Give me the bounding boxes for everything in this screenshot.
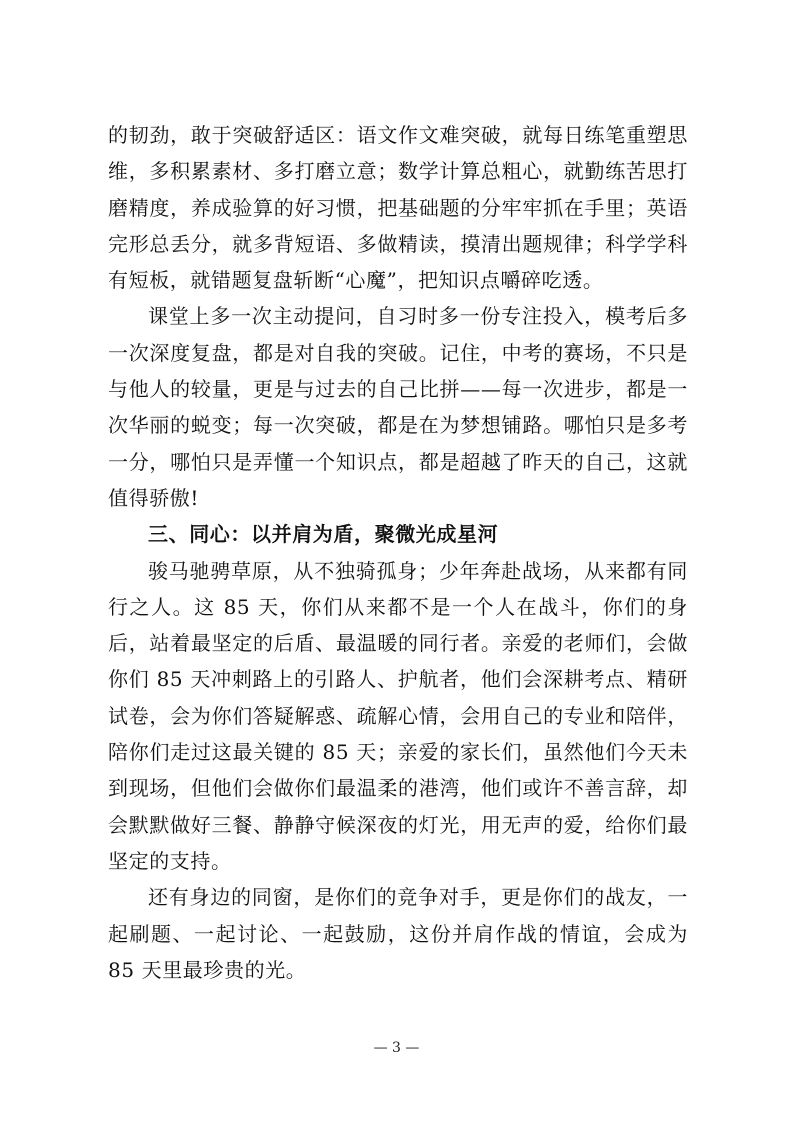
paragraph-continuation: 的韧劲，敢于突破舒适区：语文作文难突破，就每日练笔重塑思维，多积累素材、多打磨立意；数学计算总粗心，就勤练苦思打磨精度，养成验算的好习惯，把基础题的分牢牢抓在手里；英语完形总丢分，就多背短语、多做精读，摸清出题规律；科学学科有短板，就错题复盘斩断“心魔”，把知识点嚼碎吃透。: [108, 123, 688, 293]
page-number: — 3 —: [373, 1040, 420, 1056]
paragraph-self-breakthrough: 课堂上多一次主动提问，自习时多一份专注投入，模考后多一次深度复盘，都是对自我的突破。记住，中考的赛场，不只是与他人的较量，更是与过去的自己比拼——每一次进步，都是一次华丽的蜕变；每一次突破，都是在为梦想铺路。哪怕只是多考一分，哪怕只是弄懂一个知识点，都是超越了昨天的自己，这就值得骄傲!: [108, 304, 688, 510]
document-body: [108, 117, 688, 988]
section-heading-three: 三、同心：以并肩为盾，聚微光成星河: [148, 522, 499, 547]
paragraph-companions: 骏马驰骋草原，从不独骑孤身；少年奔赴战场，从来都有同行之人。这 85 天，你们从来都不是一个人在战斗，你们的身后，站着最坚定的后盾、最温暖的同行者。亲爱的老师们，会做你们 85 天冲刺路上的引路人、护航者，他们会深耕考点、精研试卷，会为你们答疑解惑、疏解心情，会用自己的专业和陪伴，陪你们走过这最关键的 85 天；亲爱的家长们，虽然他们今天未到现场，但他们会做你们最温柔的港湾，他们或许不善言辞，却会默默做好三餐、静静守候深夜的灯光，用无声的爱，给你们最坚定的支持。: [108, 558, 688, 873]
paragraph-classmates: 还有身边的同窗，是你们的竞争对手，更是你们的战友，一起刷题、一起讨论、一起鼓励，这份并肩作战的情谊，会成为 85 天里最珍贵的光。: [108, 885, 688, 982]
